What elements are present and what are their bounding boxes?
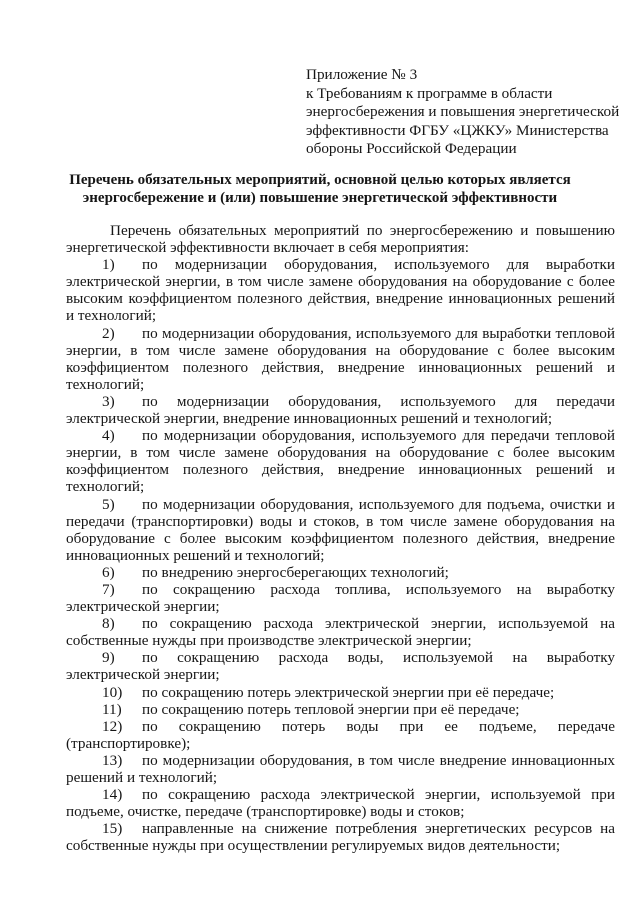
list-item — [66, 393, 615, 427]
item-number: 4) — [102, 427, 115, 445]
list-item — [66, 581, 615, 615]
list-item — [66, 752, 615, 786]
list-item — [66, 427, 615, 495]
item-number: 6) — [102, 563, 115, 581]
appendix-line: обороны Российской Федерации — [306, 140, 517, 158]
list-item — [66, 786, 615, 820]
item-number: 15) — [102, 820, 123, 838]
item-number: 7) — [102, 580, 115, 598]
title-line: Перечень обязательных мероприятий, основной целью которых является — [69, 172, 571, 188]
item-text: по сокращению расхода топлива, используемого на выработку электрической энергии; — [66, 580, 615, 616]
appendix-line: Приложение № 3 — [306, 66, 418, 83]
appendix-line: энергосбережения и повышения энергетической — [306, 103, 620, 121]
item-number: 8) — [102, 615, 115, 633]
list-item — [66, 820, 615, 854]
item-text: по сокращению потерь тепловой энергии при её передаче; — [142, 700, 520, 718]
intro-paragraph: Перечень обязательных мероприятий по энергосбережению и повышению энергетической эффективности включает в себя мероприятия: — [66, 222, 615, 257]
item-number: 5) — [102, 495, 115, 513]
list-item — [66, 325, 615, 393]
item-number: 12) — [102, 717, 123, 735]
item-text: по сокращению расхода воды, используемой на выработку электрической энергии; — [66, 649, 615, 684]
item-text: по сокращению расхода электрической энергии, используемой при подъеме, очистке, передаче (транспортировке) воды и стоков; — [66, 786, 615, 821]
item-number: 3) — [102, 392, 115, 410]
item-text: по модернизации оборудования, в том числе внедрение инновационных решений и технологий; — [66, 751, 615, 786]
item-text: направленные на снижение потребления энергетических ресурсов на собственные нужды при осуществлении регулируемых видов деятельности; — [66, 820, 615, 855]
item-number: 14) — [102, 786, 123, 804]
item-text: по модернизации оборудования, используемого для передачи тепловой энергии, в том числе замене оборудования на оборудование с более высоким коэффициентом полезного действия, внедрение инновационных решений и технологий; — [66, 427, 615, 496]
item-text: по сокращению расхода электрической энергии, используемой на собственные нужды при производстве электрической энергии; — [66, 615, 615, 650]
list-item — [66, 718, 615, 752]
item-number: 10) — [102, 683, 123, 701]
document-title — [40, 171, 600, 207]
appendix-line: к Требованиям к программе в области — [306, 84, 553, 102]
item-text: по модернизации оборудования, используемого для подъема, очистки и передачи (транспортировки) воды и стоков, в том числе замене оборудования на оборудование с более высоким коэффициентом полезного действия, внедрение инновационных решений и технологий; — [66, 495, 615, 564]
item-text: по модернизации оборудования, используемого для передачи электрической энергии, внедрение инновационных решений и технологий; — [66, 392, 615, 428]
list-item — [66, 496, 615, 564]
list-item — [66, 564, 615, 581]
list-item — [66, 615, 615, 649]
list-item — [66, 701, 615, 718]
item-number: 9) — [102, 649, 115, 667]
list-item — [66, 684, 615, 701]
item-text: по модернизации оборудования, используемого для выработки электрической энергии, в том числе замене оборудования на оборудование с более высоким коэффициентом полезного действия, внедрение инновационных решений и технологий; — [66, 256, 615, 325]
list-item — [66, 649, 615, 683]
item-text: по внедрению энергосберегающих технологий; — [142, 563, 449, 581]
item-text: по сокращению потерь воды при ее подъеме, передаче (транспортировке); — [66, 717, 615, 752]
appendix-header — [306, 66, 626, 159]
item-number: 1) — [102, 256, 115, 274]
title-line: энергосбережение и (или) повышение энергетической эффективности — [82, 190, 558, 206]
item-number: 13) — [102, 751, 123, 769]
appendix-line: эффективности ФГБУ «ЦЖКУ» Министерства — [306, 121, 609, 139]
item-text: по модернизации оборудования, используемого для выработки тепловой энергии, в том числе замене оборудования на оборудование с более высоким коэффициентом полезного действия, внедрение инновационных решений и технологий; — [66, 324, 615, 393]
item-number: 11) — [102, 700, 122, 718]
item-text: по сокращению потерь электрической энергии при её передаче; — [142, 683, 555, 701]
list-item — [66, 256, 615, 324]
item-number: 2) — [102, 324, 115, 342]
document-body — [66, 222, 615, 854]
